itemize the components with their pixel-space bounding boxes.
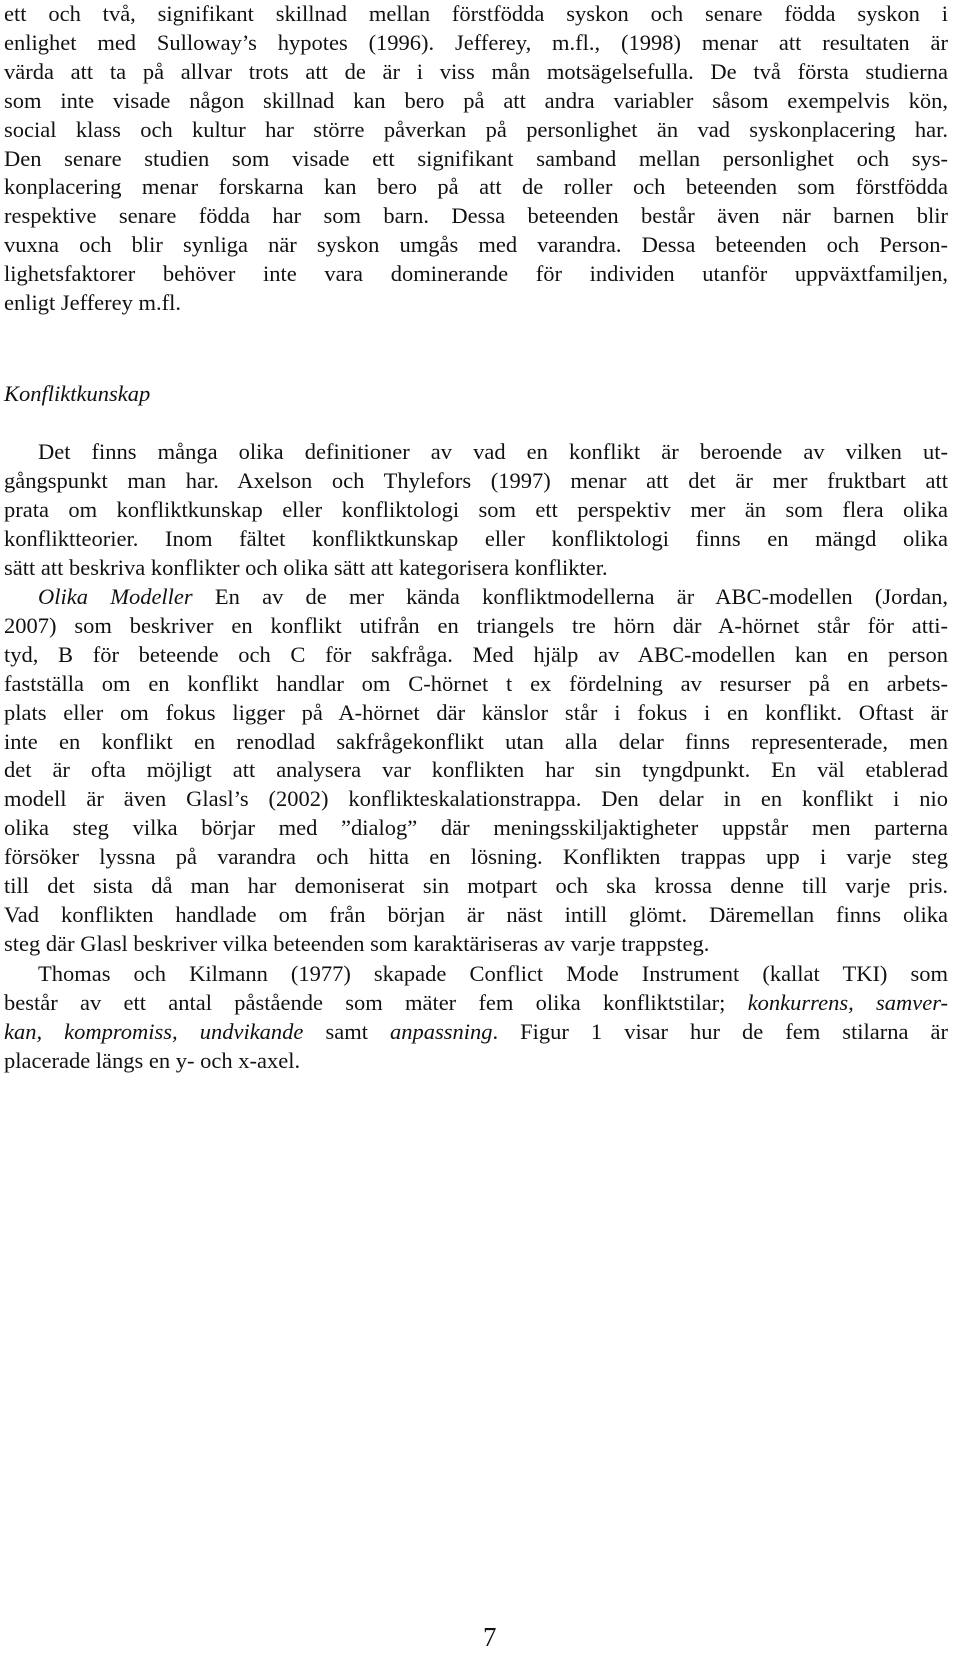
text-line: plats eller om fokus ligger på A-hörnet där känslor står i fokus i en konflikt. Oftast är [4,699,948,725]
paragraph-conflict-models [4,583,948,959]
text-line: Vad konflikten handlade om från början är näst intill glömt. Däremellan finns olika [4,901,948,927]
paragraph-conflict-definitions [4,438,948,583]
text-line: respektive senare födda har som barn. Dessa beteenden består även när barnen blir [4,203,948,229]
text-line: det är ofta möjligt att analysera var konflikten har sin tyngdpunkt. En väl etablerad [4,757,948,783]
emphasized-term: anpassning [389,1018,493,1044]
text-line: till det sista då man har demoniserat sin motpart och ska krossa denne till varje pris. [4,873,948,899]
text-line: försöker lyssna på varandra och hitta en lösning. Konflikten trappas upp i varje steg [4,844,948,870]
text-fragment: samt [303,1018,390,1044]
text-fragment: . Figur 1 visar hur de fem stilarna är [492,1018,948,1044]
emphasized-term: kan, kompromiss, undvikande [4,1018,304,1044]
text-line: lighetsfaktorer behöver inte vara dominerande för individen utanför uppväxtfamiljen, [4,261,948,287]
text-line: värda att ta på allvar trots att de är i viss mån motsägelsefulla. De två första studierna [4,58,948,84]
paragraph-sibling-studies [4,0,948,318]
text-line: Det finns många olika definitioner av vad en konflikt är beroende av vilken ut- [38,439,948,464]
text-line: Thomas och Kilmann (1977) skapade Conflict Mode Instrument (kallat TKI) som [38,961,948,986]
text-line: social klass och kultur har större påverkan på personlighet än vad syskonplacering har. [4,116,948,142]
paragraph-tki [4,960,948,1076]
text-line: olika steg vilka börjar med ”dialog” där meningsskiljaktigheter uppstår men parterna [4,815,948,841]
text-line: Den senare studien som visade ett signifikant samband mellan personlighet och sys- [4,145,948,171]
emphasized-term: konkurrens, samver- [747,989,948,1015]
text-line: inte en konflikt en renodlad sakfrågekonflikt utan alla delar finns representerade, men [4,728,948,754]
section-heading: Konfliktkunskap [4,381,151,406]
text-line: prata om konfliktkunskap eller konfliktologi som ett perspektiv mer än som flera olika [4,496,948,522]
page-number: 7 [483,1622,497,1652]
text-line: vuxna och blir synliga när syskon umgås med varandra. Dessa beteenden och Person- [4,232,948,258]
text-line: gångspunkt man har. Axelson och Thylefors (1997) menar att det är mer fruktbart att [4,467,948,493]
text-line: steg där Glasl beskriver vilka beteenden som karaktäriseras av varje trappsteg. [4,930,710,956]
text-line [4,989,948,1018]
text-fragment: En av de mer kända konfliktmodellerna är ABC-modellen (Jordan, [192,584,948,609]
text-line: ett och två, signifikant skillnad mellan förstfödda syskon och senare födda syskon i [4,1,948,26]
text-line [4,583,948,612]
text-line [4,1018,948,1047]
text-line: fastställa om en konflikt handlar om C-hörnet t ex fördelning av resurser på en arbets- [4,670,948,696]
text-line: tyd, B för beteende och C för sakfråga. Med hjälp av ABC-modellen kan en person [4,641,948,667]
text-line: konplacering menar forskarna kan bero på att de roller och beteenden som förstfödda [4,174,948,200]
text-line: 2007) som beskriver en konflikt utifrån en triangels tre hörn där A-hörnet står för atti- [4,612,948,638]
inline-subheading: Olika Modeller [38,584,193,609]
text-line: enligt Jefferey m.fl. [4,290,182,316]
text-line: som inte visade någon skillnad kan bero på att andra variabler såsom exempelvis kön, [4,87,948,113]
text-line: placerade längs en y- och x-axel. [4,1047,301,1073]
text-line: konfliktteorier. Inom fältet konfliktkunskap eller konfliktologi finns en mängd olika [4,525,948,551]
text-line: modell är även Glasl’s (2002) konflikteskalationstrappa. Den delar in en konflikt i nio [4,786,948,812]
text-line: enlighet med Sulloway’s hypotes (1996). Jefferey, m.fl., (1998) menar att resultaten är [4,29,948,55]
text-fragment: består av ett antal påstående som mäter fem olika konfliktstilar; [4,989,748,1015]
text-line: sätt att beskriva konflikter och olika sätt att kategorisera konflikter. [4,554,608,580]
